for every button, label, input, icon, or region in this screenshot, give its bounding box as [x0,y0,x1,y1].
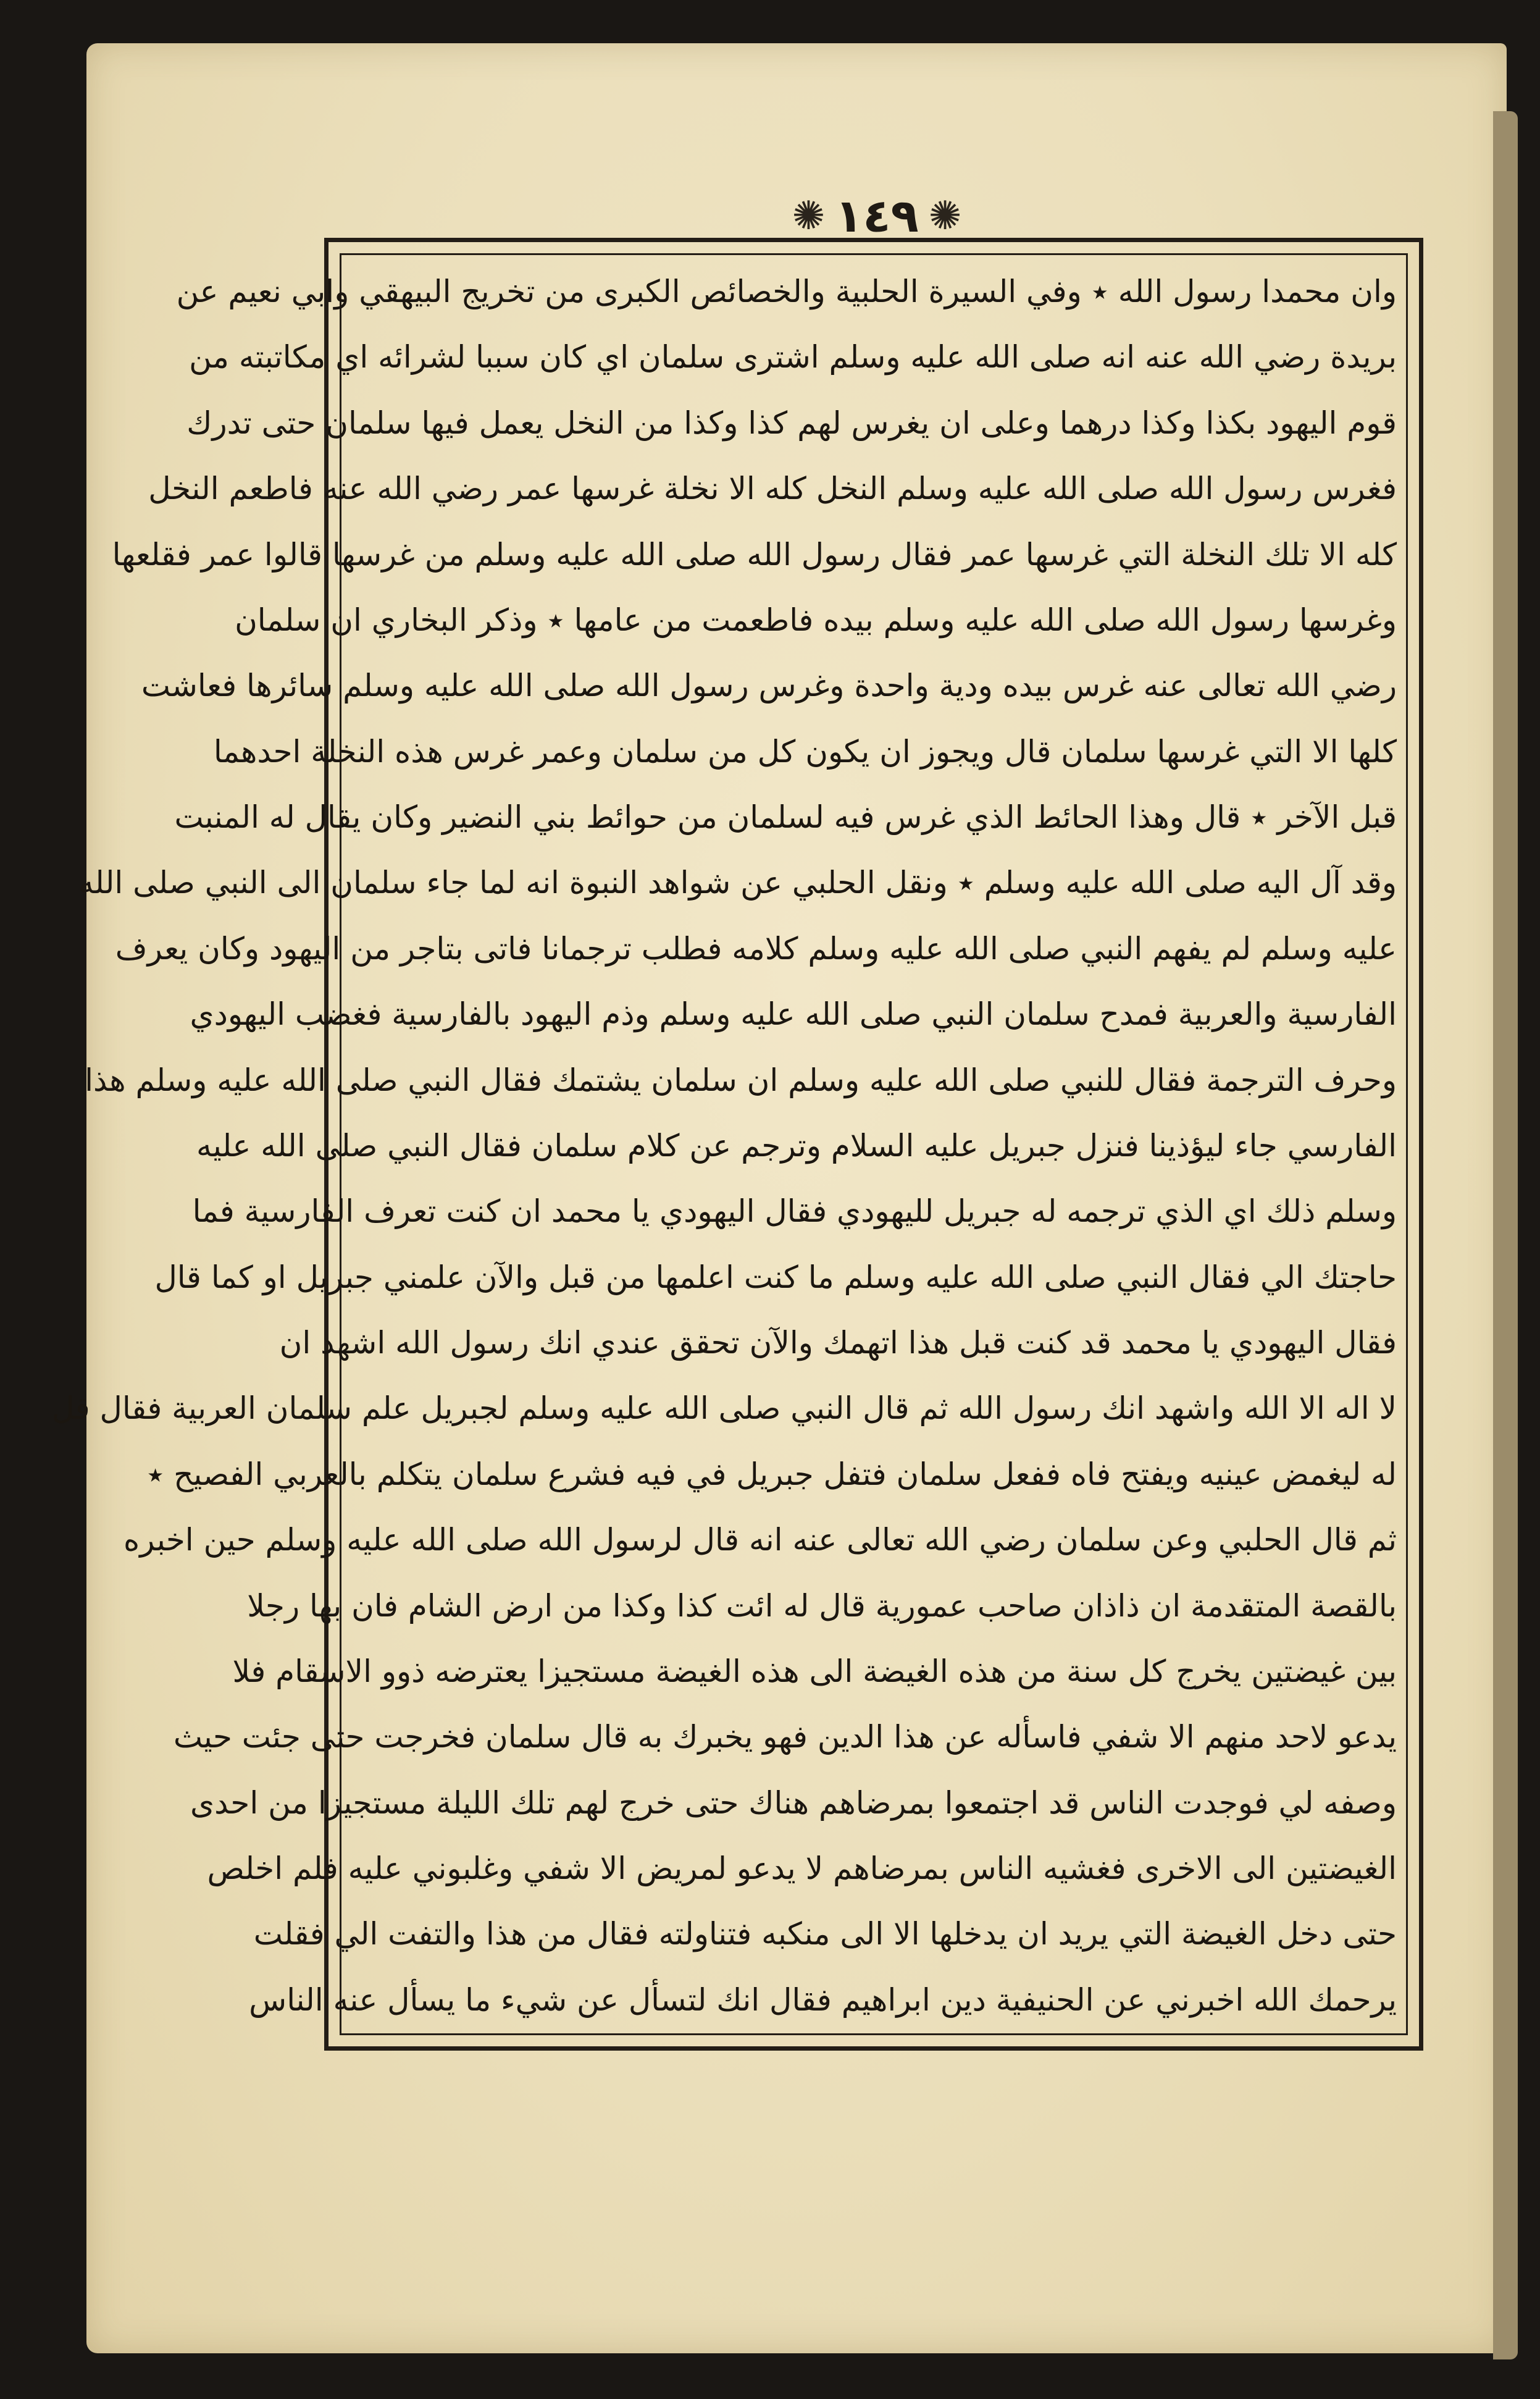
text-line: يرحمك الله اخبرني عن الحنيفية دين ابراهيم فقال انك لتسأل عن شيء ما يسأل عنه الناس [249,1981,1397,2018]
text-line: وان محمدا رسول الله ٭ وفي السيرة الحلبية والخصائص الكبرى من تخريج البيهقي وابي نعيم عن [176,274,1397,309]
ornament-right-icon: ✺ [928,193,962,239]
text-line: فغرس رسول الله صلى الله عليه وسلم النخل كله الا نخلة غرسها عمر رضي الله عنه فاطعم النخل [148,471,1397,507]
text-line: له ليغمض عينيه ويفتح فاه ففعل سلمان فتفل جبريل في فيه فشرع سلمان يتكلم بالعربي الفصيح ٭ [146,1456,1397,1492]
text-line: كله الا تلك النخلة التي غرسها عمر فقال رسول الله صلى الله عليه وسلم من غرسها قالوا عمر فقلعها [112,536,1397,573]
text-line: وقد آل اليه صلى الله عليه وسلم ٭ ونقل الحلبي عن شواهد النبوة انه لما جاء سلمان الى النبي صلى الله [78,865,1397,901]
ornament-left-icon: ✺ [792,193,826,239]
text-line: كلها الا التي غرسها سلمان قال ويجوز ان يكون كل من سلمان وعمر غرس هذه النخلة احدهما [213,733,1397,770]
page-number: ١٤٩ [835,190,919,243]
text-line: لا اله الا الله واشهد انك رسول الله ثم قال النبي صلى الله عليه وسلم لجبريل علم سلمان العربية فقال قل [51,1390,1397,1427]
text-line: وحرف الترجمة فقال للنبي صلى الله عليه وسلم ان سلمان يشتمك فقال النبي صلى الله عليه وسلم هذا [85,1062,1397,1098]
page-edge-shadow [1493,111,1518,2359]
body-text [51,263,1397,2029]
text-line: حتى دخل الغيضة التي يريد ان يدخلها الا الى منكبه فتناولته فقال من هذا والتفت الي فقلت [253,1916,1397,1952]
text-line: عليه وسلم لم يفهم النبي صلى الله عليه وسلم كلامه فطلب ترجمانا فاتى بتاجر من اليهود وكان يعرف [115,930,1397,967]
text-line: بالقصة المتقدمة ان ذاذان صاحب عمورية قال له ائت كذا وكذا من ارض الشام فان بها رجلا [247,1587,1397,1624]
text-line: رضي الله تعالى عنه غرس بيده ودية واحدة وغرس رسول الله صلى الله عليه وسلم سائرها فعاشت [141,668,1397,704]
text-line: يدعو لاحد منهم الا شفي فاسأله عن هذا الدين فهو يخبرك به قال سلمان فخرجت حتى جئت حيث [173,1719,1397,1755]
text-line: بريدة رضي الله عنه انه صلى الله عليه وسلم اشترى سلمان اي كان سببا لشرائه اي مكاتبته من [189,339,1397,376]
text-line: وسلم ذلك اي الذي ترجمه له جبريل لليهودي فقال اليهودي يا محمد ان كنت تعرف الفارسية فما [192,1193,1397,1230]
text-line: بين غيضتين يخرج كل سنة من هذه الغيضة الى هذه الغيضة مستجيزا يعترضه ذوو الاسقام فلا [232,1653,1397,1689]
text-line: حاجتك الي فقال النبي صلى الله عليه وسلم ما كنت اعلمها من قبل والآن علمني جبريل او كما قال [154,1259,1397,1295]
text-line: الفارسي جاء ليؤذينا فنزل جبريل عليه السلام وترجم عن كلام سلمان فقال النبي صلى الله عليه [196,1127,1397,1164]
text-line: قوم اليهود بكذا وكذا درهما وعلى ان يغرس لهم كذا وكذا من النخل يعمل فيها سلمان حتى تدرك [186,405,1397,441]
text-line: ثم قال الحلبي وعن سلمان رضي الله تعالى عنه انه قال لرسول الله صلى الله عليه وسلم حين اخبره [123,1522,1397,1558]
text-line: وغرسها رسول الله صلى الله عليه وسلم بيده فاطعمت من عامها ٭ وذكر البخاري ان سلمان [235,602,1397,638]
text-line: فقال اليهودي يا محمد قد كنت قبل هذا اتهمك والآن تحقق عندي انك رسول الله اشهد ان [279,1325,1397,1361]
text-line: قبل الآخر ٭ قال وهذا الحائط الذي غرس فيه لسلمان من حوائط بني النضير وكان يقال له المنبت [174,799,1397,835]
text-line: الفارسية والعربية فمدح سلمان النبي صلى الله عليه وسلم وذم اليهود بالفارسية فغضب اليهودي [190,996,1397,1033]
text-line: الغيضتين الى الاخرى فغشيه الناس بمرضاهم لا يدعو لمريض الا شفي وغلبوني عليه فلم اخلص [207,1851,1397,1886]
text-line: وصفه لي فوجدت الناس قد اجتمعوا بمرضاهم هناك حتى خرج لهم تلك الليلة مستجيزا من احدى [190,1784,1397,1821]
